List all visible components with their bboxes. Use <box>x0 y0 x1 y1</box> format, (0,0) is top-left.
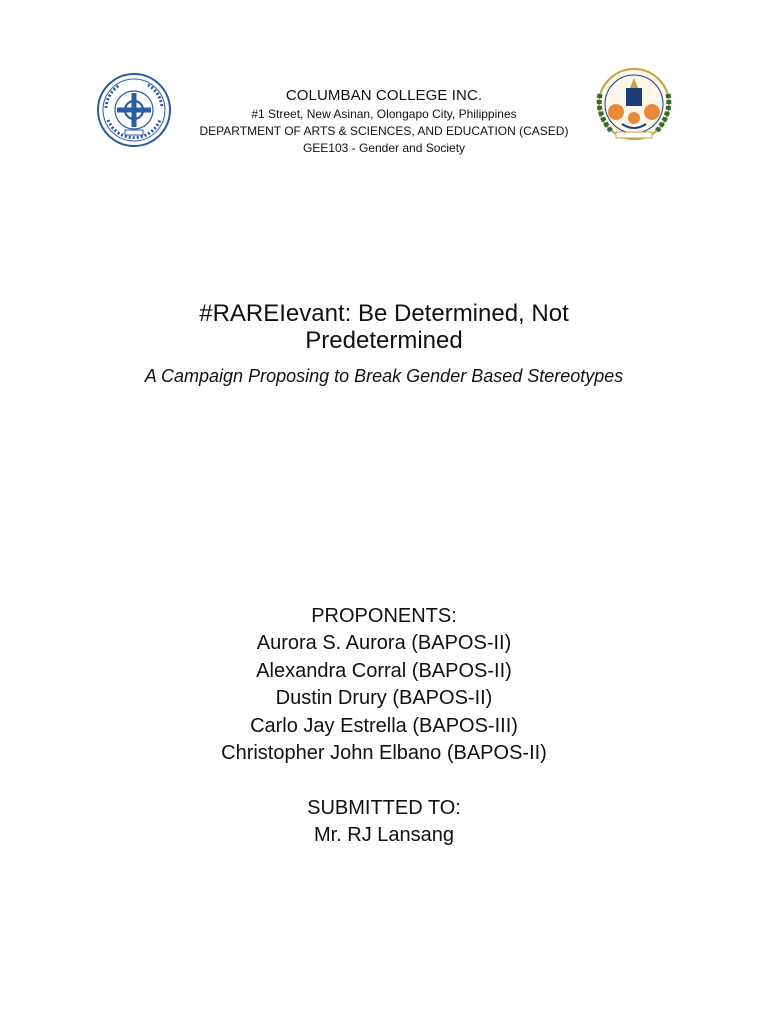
proponent-item: Carlo Jay Estrella (BAPOS-III) <box>250 714 518 737</box>
proponents-heading: PROPONENTS <box>311 605 452 627</box>
title-block <box>0 300 768 388</box>
department-name: DEPARTMENT OF ARTS & SCIENCES, AND EDUCATION (CASED) <box>199 124 569 138</box>
proponents-heading-line <box>0 602 768 630</box>
college-address: #1 Street, New Asinan, Olongapo City, Philippines <box>251 107 517 121</box>
submitted-section <box>0 794 768 850</box>
college-name: COLUMBAN COLLEGE INC. <box>285 87 483 104</box>
proponent-item: Dustin Drury (BAPOS-II) <box>275 687 493 709</box>
proponent-item: Alexandra Corral (BAPOS-II) <box>256 659 512 682</box>
proponent-item: Christopher John Elbano (BAPOS-II) <box>221 742 547 764</box>
campaign-title: #RAREIevant: Be Determined, Not Predetermined <box>199 300 569 354</box>
course-name: GEE103 - Gender and Society <box>302 141 466 155</box>
proponents-colon: : <box>451 605 457 627</box>
submitted-to-name: Mr. RJ Lansang <box>313 824 455 846</box>
proponents-section <box>0 602 768 768</box>
campaign-subtitle: A Campaign Proposing to Break Gender Based Stereotypes <box>144 366 624 386</box>
document-header <box>0 86 768 157</box>
proponent-item: Aurora S. Aurora (BAPOS-II) <box>256 632 512 654</box>
submitted-heading: SUBMITTED TO: <box>307 797 461 819</box>
